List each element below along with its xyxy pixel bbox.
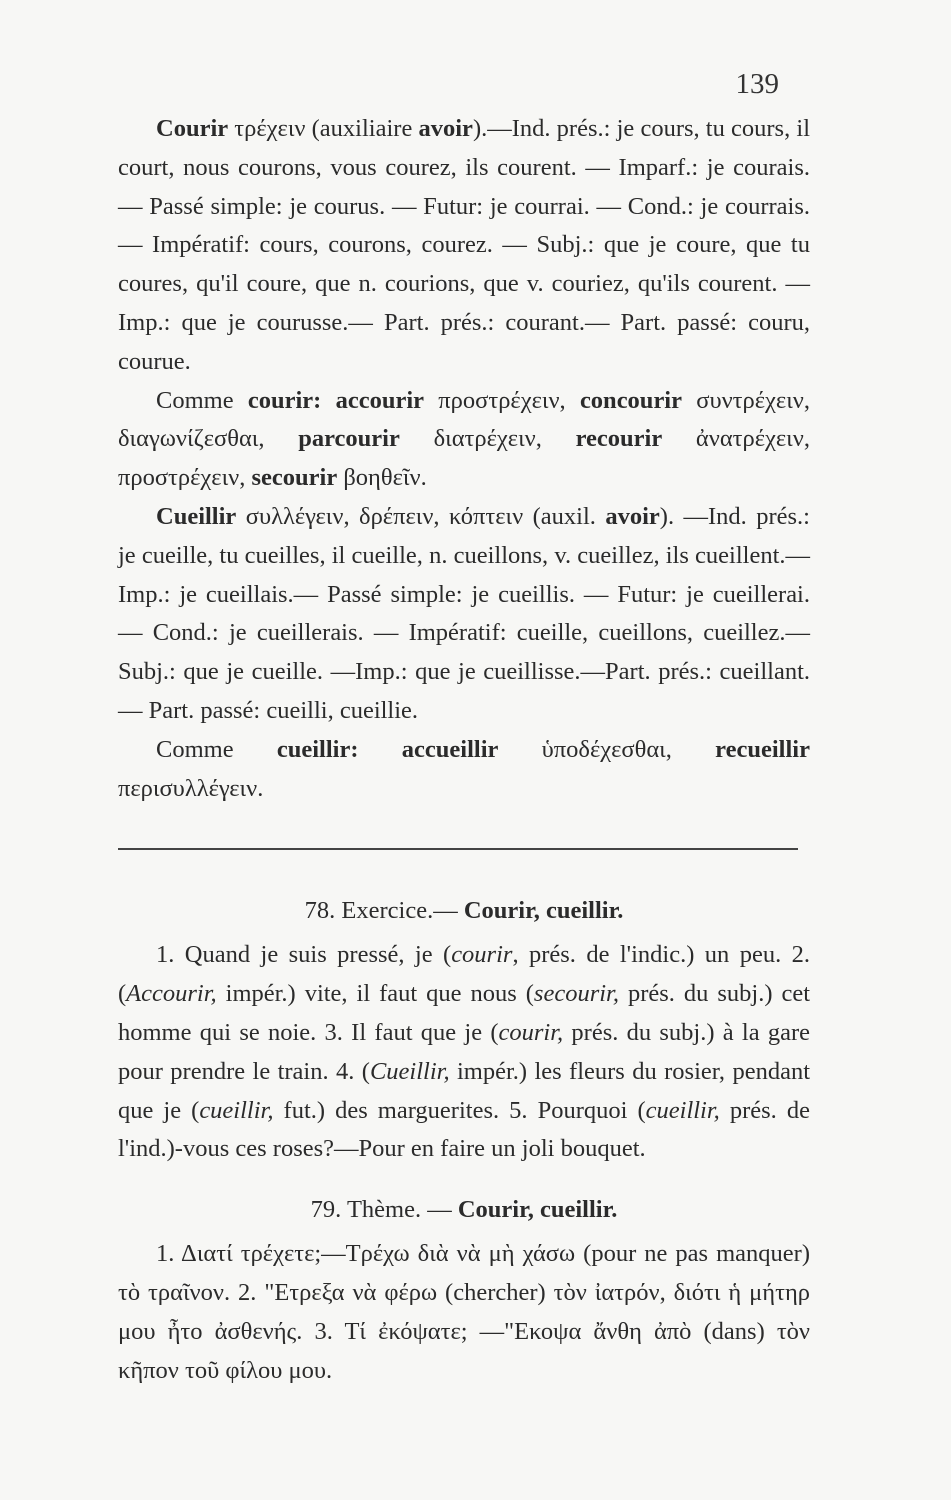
page-content [118,110,810,1390]
text: prés. du subj.) à la gare pour prendre le train. 4. ( [118,1018,811,1085]
bold-term: avoir [605,502,660,530]
bold-term: parcourir [298,425,400,453]
bold-term: courir: accourir [247,386,425,414]
italic-term: Accourir, [126,980,217,1008]
italic-term: courir [451,941,513,969]
courir-conjugation [118,110,810,382]
bold-term: recourir [575,425,663,453]
text: περισυλλέγειν. [118,774,264,802]
text: τρέχειν (auxiliaire [228,115,419,142]
text: prés. du subj.) cet homme qui se noie. 3. Il faut que je ( [118,980,810,1046]
text: Comme [156,735,277,763]
section-divider [118,848,798,850]
exercise-number: 78. Exercice.— [304,897,464,925]
text: fut.) des marguerites. 5. Pourquoi ( [273,1096,646,1124]
italic-term: Cueillir, [369,1057,450,1085]
cueillir-compounds [118,731,810,809]
text: impér.) les fleurs du rosier, pendant que je ( [118,1057,810,1124]
text: ). —Ind. prés.: je cueille, tu cueilles, il cueille, n. cueillons, v. cueillez, ils cueillent.—Imp.: je cueillais.— Passé simple: je cueillis. — Futur: je cueillerai. — Cond.: je cueillerais. — Impératif: cueille, cueillons, cueillez.—Subj.: que je cueille. —Imp.: que je cueillisse.—Part. prés.: cueillant.— Part. passé: cueilli, cueillie. [118,502,810,724]
text: 1. Quand je suis pressé, je ( [156,941,452,969]
text: συλλέγειν, δρέπειν, κόπτειν (auxil. [236,502,606,530]
italic-term: secourir, [533,980,619,1008]
text: προστρέχειν, [424,386,580,414]
text: , prés. de l'indic.) un peu. 2. ( [118,941,810,1008]
text: Comme [156,386,248,414]
page-number: 139 [735,68,779,100]
text: ἀνατρέχειν, προστρέχειν, [118,425,810,492]
text: βοηθεῖν. [337,464,427,492]
cueillir-conjugation [118,498,810,731]
bold-term: avoir [418,115,473,142]
bold-term: concourir [579,386,682,414]
text: συντρέχειν, διαγωνίζεσθαι, [118,386,810,453]
exercise-text [118,936,810,1169]
bold-term: cueillir: accueillir [276,735,499,763]
text: διατρέχειν, [399,425,576,453]
courir-compounds [118,382,810,498]
courir-headword: Courir [156,115,229,142]
bold-term: secourir [251,464,338,492]
exercise-heading [118,892,810,930]
italic-term: cueillir, [199,1096,274,1124]
cueillir-headword: Cueillir [156,502,237,530]
text: ).—Ind. prés.: je cours, tu cours, il court, nous courons, vous courez, ils courent. — Imparf.: je courais. — Passé simple: je courus. — Futur: je courrai. — Cond.: je courrais. — Impératif: cours, courons, courez. — Subj.: que je coure, que tu coures, qu'il coure, que n. courions, que v. couriez, qu'ils courent. —Imp.: que je courusse.— Part. prés.: courant.— Part. passé: couru, courue. [118,115,811,375]
italic-term: courir, [498,1018,564,1046]
theme-number: 79. Thème. — [310,1196,458,1224]
theme-heading [118,1191,810,1229]
bold-term: recueillir [715,735,810,763]
text: impér.) vite, il faut que nous ( [216,980,534,1008]
text: prés. de l'ind.)-vous ces roses?—Pour en faire un joli bouquet. [118,1096,810,1163]
exercise-title: Courir, cueillir. [463,897,624,925]
text: ὑποδέχεσθαι, [498,735,716,763]
italic-term: cueillir, [645,1096,720,1124]
theme-title: Courir, cueillir. [457,1196,618,1224]
theme-text: 1. Διατί τρέχετε;—Τρέχω διὰ νὰ μὴ χάσω (pour ne pas manquer) τὸ τραῖνον. 2. "Ετρεξα νὰ φέρω (chercher) τὸν ἰατρόν, διότι ἡ μήτηρ μου ἦτο ἀσθενής. 3. Τί ἐκόψατε; —"Εκοψα ἄνθη ἀπὸ (dans) τὸν κῆπον τοῦ φίλου μου. [118,1240,810,1384]
